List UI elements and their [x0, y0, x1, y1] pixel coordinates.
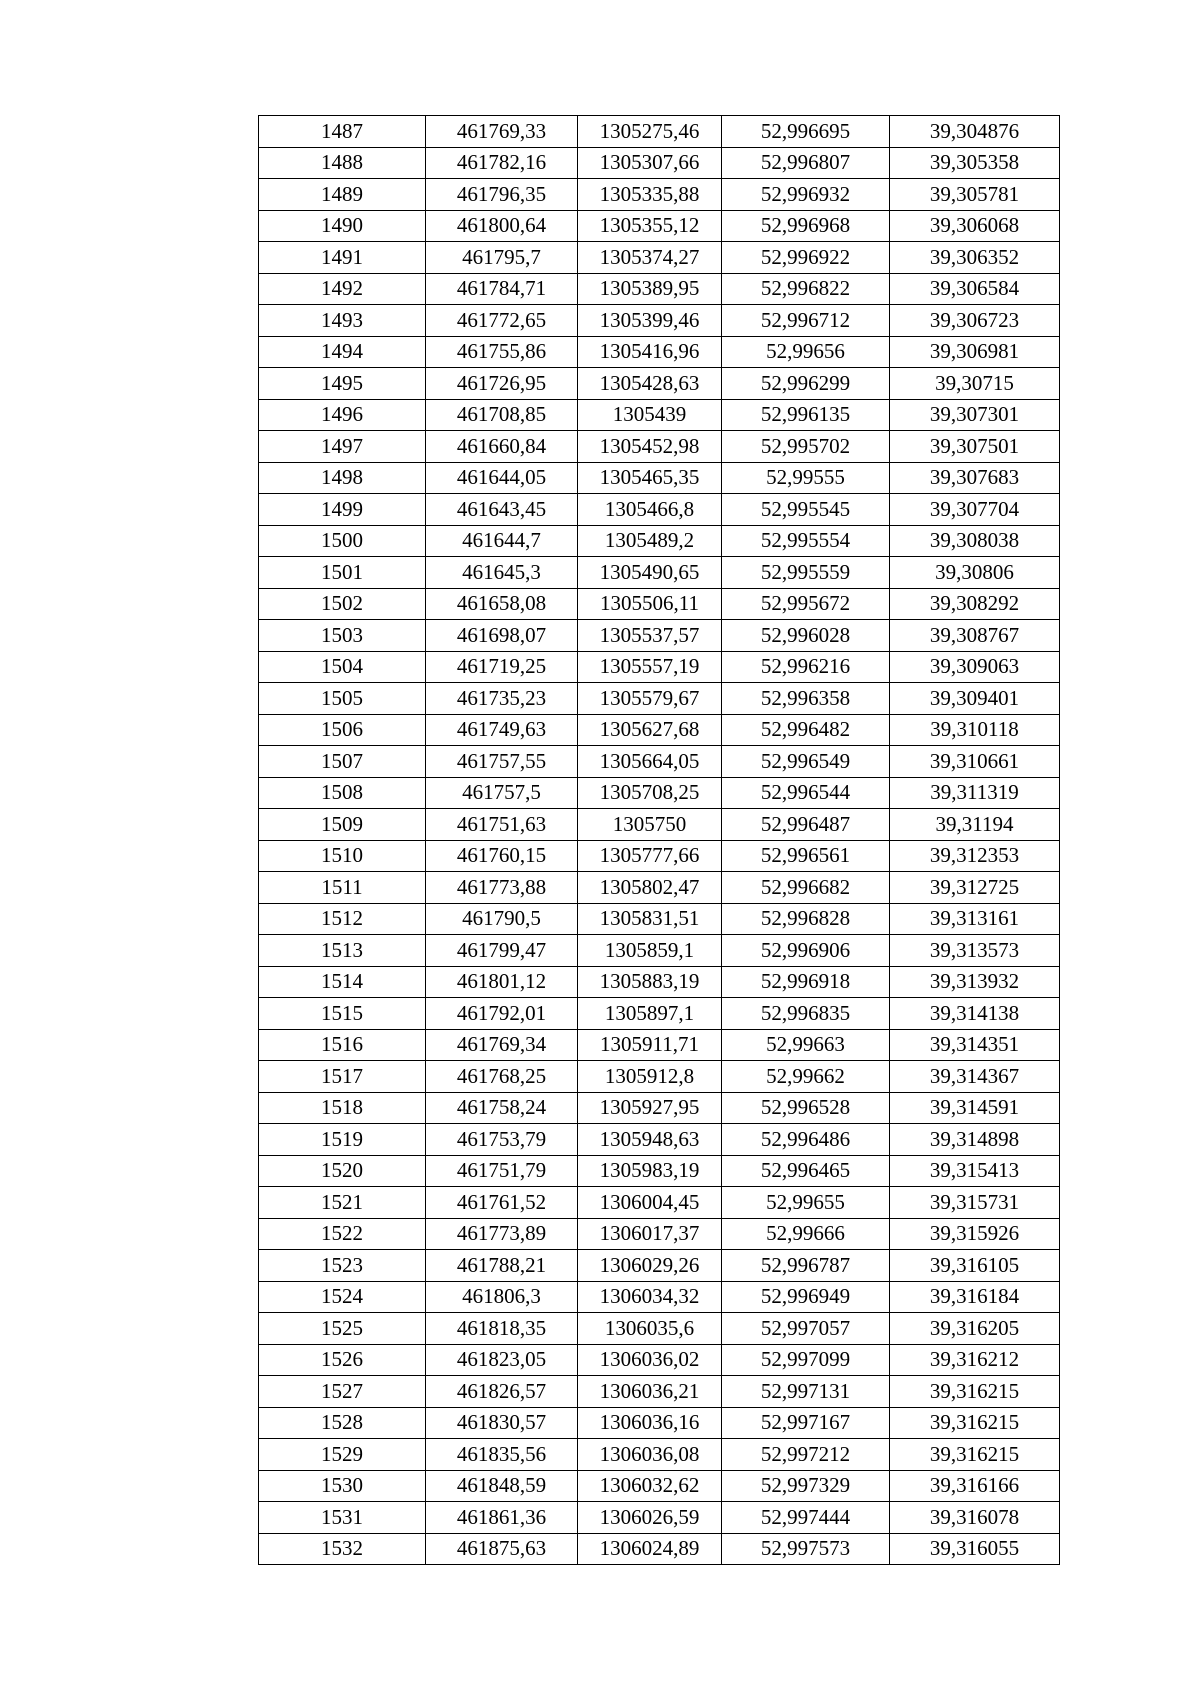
longitude-cell: 39,305358: [890, 147, 1060, 179]
longitude-cell: 39,309063: [890, 651, 1060, 683]
table-row: [259, 462, 1060, 494]
latitude-cell: 52,996549: [722, 746, 890, 778]
x-coordinate-cell: 461757,55: [426, 746, 578, 778]
point-number-cell: 1504: [259, 651, 426, 683]
longitude-cell: 39,315731: [890, 1187, 1060, 1219]
y-coordinate-cell: 1305439: [578, 399, 722, 431]
y-coordinate-cell: 1306036,08: [578, 1439, 722, 1471]
latitude-cell: 52,996949: [722, 1281, 890, 1313]
longitude-cell: 39,316166: [890, 1470, 1060, 1502]
longitude-cell: 39,314898: [890, 1124, 1060, 1156]
table-row: [259, 273, 1060, 305]
table-row: [259, 1376, 1060, 1408]
x-coordinate-cell: 461698,07: [426, 620, 578, 652]
x-coordinate-cell: 461823,05: [426, 1344, 578, 1376]
latitude-cell: 52,995554: [722, 525, 890, 557]
longitude-cell: 39,312353: [890, 840, 1060, 872]
table-row: [259, 1439, 1060, 1471]
x-coordinate-cell: 461782,16: [426, 147, 578, 179]
y-coordinate-cell: 1306032,62: [578, 1470, 722, 1502]
table-row: [259, 1124, 1060, 1156]
x-coordinate-cell: 461799,47: [426, 935, 578, 967]
x-coordinate-cell: 461818,35: [426, 1313, 578, 1345]
latitude-cell: 52,996922: [722, 242, 890, 274]
table-row: [259, 242, 1060, 274]
table-row: [259, 935, 1060, 967]
latitude-cell: 52,996486: [722, 1124, 890, 1156]
latitude-cell: 52,996561: [722, 840, 890, 872]
coordinates-table-body: [259, 116, 1060, 1565]
point-number-cell: 1499: [259, 494, 426, 526]
table-row: [259, 147, 1060, 179]
point-number-cell: 1503: [259, 620, 426, 652]
y-coordinate-cell: 1305428,63: [578, 368, 722, 400]
point-number-cell: 1491: [259, 242, 426, 274]
point-number-cell: 1506: [259, 714, 426, 746]
latitude-cell: 52,99655: [722, 1187, 890, 1219]
y-coordinate-cell: 1305927,95: [578, 1092, 722, 1124]
point-number-cell: 1532: [259, 1533, 426, 1565]
y-coordinate-cell: 1305897,1: [578, 998, 722, 1030]
table-row: [259, 683, 1060, 715]
longitude-cell: 39,308038: [890, 525, 1060, 557]
point-number-cell: 1526: [259, 1344, 426, 1376]
latitude-cell: 52,995559: [722, 557, 890, 589]
x-coordinate-cell: 461768,25: [426, 1061, 578, 1093]
y-coordinate-cell: 1305831,51: [578, 903, 722, 935]
x-coordinate-cell: 461761,52: [426, 1187, 578, 1219]
x-coordinate-cell: 461719,25: [426, 651, 578, 683]
table-row: [259, 336, 1060, 368]
longitude-cell: 39,305781: [890, 179, 1060, 211]
x-coordinate-cell: 461773,89: [426, 1218, 578, 1250]
table-row: [259, 1187, 1060, 1219]
table-row: [259, 431, 1060, 463]
latitude-cell: 52,996918: [722, 966, 890, 998]
x-coordinate-cell: 461875,63: [426, 1533, 578, 1565]
table-row: [259, 1533, 1060, 1565]
longitude-cell: 39,316205: [890, 1313, 1060, 1345]
longitude-cell: 39,316055: [890, 1533, 1060, 1565]
point-number-cell: 1518: [259, 1092, 426, 1124]
point-number-cell: 1525: [259, 1313, 426, 1345]
y-coordinate-cell: 1305537,57: [578, 620, 722, 652]
point-number-cell: 1517: [259, 1061, 426, 1093]
table-row: [259, 998, 1060, 1030]
point-number-cell: 1524: [259, 1281, 426, 1313]
point-number-cell: 1489: [259, 179, 426, 211]
y-coordinate-cell: 1306034,32: [578, 1281, 722, 1313]
table-row: [259, 1313, 1060, 1345]
x-coordinate-cell: 461758,24: [426, 1092, 578, 1124]
longitude-cell: 39,312725: [890, 872, 1060, 904]
y-coordinate-cell: 1305664,05: [578, 746, 722, 778]
point-number-cell: 1488: [259, 147, 426, 179]
coordinates-table: [258, 115, 1060, 1565]
table-row: [259, 1061, 1060, 1093]
y-coordinate-cell: 1305859,1: [578, 935, 722, 967]
x-coordinate-cell: 461788,21: [426, 1250, 578, 1282]
longitude-cell: 39,315926: [890, 1218, 1060, 1250]
y-coordinate-cell: 1305389,95: [578, 273, 722, 305]
point-number-cell: 1509: [259, 809, 426, 841]
longitude-cell: 39,314351: [890, 1029, 1060, 1061]
longitude-cell: 39,314367: [890, 1061, 1060, 1093]
latitude-cell: 52,996807: [722, 147, 890, 179]
x-coordinate-cell: 461644,7: [426, 525, 578, 557]
y-coordinate-cell: 1306036,16: [578, 1407, 722, 1439]
x-coordinate-cell: 461708,85: [426, 399, 578, 431]
table-row: [259, 1344, 1060, 1376]
x-coordinate-cell: 461757,5: [426, 777, 578, 809]
y-coordinate-cell: 1306004,45: [578, 1187, 722, 1219]
y-coordinate-cell: 1305579,67: [578, 683, 722, 715]
latitude-cell: 52,996528: [722, 1092, 890, 1124]
longitude-cell: 39,308767: [890, 620, 1060, 652]
longitude-cell: 39,307683: [890, 462, 1060, 494]
point-number-cell: 1529: [259, 1439, 426, 1471]
table-row: [259, 651, 1060, 683]
table-row: [259, 840, 1060, 872]
x-coordinate-cell: 461753,79: [426, 1124, 578, 1156]
y-coordinate-cell: 1305912,8: [578, 1061, 722, 1093]
longitude-cell: 39,309401: [890, 683, 1060, 715]
point-number-cell: 1505: [259, 683, 426, 715]
longitude-cell: 39,306068: [890, 210, 1060, 242]
longitude-cell: 39,316078: [890, 1502, 1060, 1534]
x-coordinate-cell: 461848,59: [426, 1470, 578, 1502]
latitude-cell: 52,995545: [722, 494, 890, 526]
longitude-cell: 39,304876: [890, 116, 1060, 148]
y-coordinate-cell: 1305416,96: [578, 336, 722, 368]
point-number-cell: 1487: [259, 116, 426, 148]
latitude-cell: 52,997444: [722, 1502, 890, 1534]
x-coordinate-cell: 461735,23: [426, 683, 578, 715]
y-coordinate-cell: 1305883,19: [578, 966, 722, 998]
table-row: [259, 179, 1060, 211]
table-row: [259, 525, 1060, 557]
point-number-cell: 1496: [259, 399, 426, 431]
y-coordinate-cell: 1306036,02: [578, 1344, 722, 1376]
longitude-cell: 39,306352: [890, 242, 1060, 274]
point-number-cell: 1523: [259, 1250, 426, 1282]
latitude-cell: 52,996482: [722, 714, 890, 746]
longitude-cell: 39,307301: [890, 399, 1060, 431]
y-coordinate-cell: 1305465,35: [578, 462, 722, 494]
x-coordinate-cell: 461784,71: [426, 273, 578, 305]
longitude-cell: 39,316215: [890, 1407, 1060, 1439]
longitude-cell: 39,313161: [890, 903, 1060, 935]
x-coordinate-cell: 461751,63: [426, 809, 578, 841]
point-number-cell: 1495: [259, 368, 426, 400]
y-coordinate-cell: 1305802,47: [578, 872, 722, 904]
latitude-cell: 52,997329: [722, 1470, 890, 1502]
longitude-cell: 39,316184: [890, 1281, 1060, 1313]
x-coordinate-cell: 461796,35: [426, 179, 578, 211]
y-coordinate-cell: 1305490,65: [578, 557, 722, 589]
longitude-cell: 39,314591: [890, 1092, 1060, 1124]
point-number-cell: 1527: [259, 1376, 426, 1408]
latitude-cell: 52,996135: [722, 399, 890, 431]
latitude-cell: 52,997167: [722, 1407, 890, 1439]
table-row: [259, 1470, 1060, 1502]
y-coordinate-cell: 1306024,89: [578, 1533, 722, 1565]
point-number-cell: 1508: [259, 777, 426, 809]
y-coordinate-cell: 1306029,26: [578, 1250, 722, 1282]
x-coordinate-cell: 461760,15: [426, 840, 578, 872]
y-coordinate-cell: 1305452,98: [578, 431, 722, 463]
x-coordinate-cell: 461800,64: [426, 210, 578, 242]
longitude-cell: 39,308292: [890, 588, 1060, 620]
table-row: [259, 494, 1060, 526]
table-row: [259, 399, 1060, 431]
longitude-cell: 39,316215: [890, 1376, 1060, 1408]
y-coordinate-cell: 1305489,2: [578, 525, 722, 557]
longitude-cell: 39,30806: [890, 557, 1060, 589]
point-number-cell: 1511: [259, 872, 426, 904]
x-coordinate-cell: 461795,7: [426, 242, 578, 274]
point-number-cell: 1522: [259, 1218, 426, 1250]
point-number-cell: 1494: [259, 336, 426, 368]
latitude-cell: 52,996932: [722, 179, 890, 211]
latitude-cell: 52,996787: [722, 1250, 890, 1282]
table-row: [259, 210, 1060, 242]
point-number-cell: 1510: [259, 840, 426, 872]
latitude-cell: 52,996465: [722, 1155, 890, 1187]
x-coordinate-cell: 461769,33: [426, 116, 578, 148]
longitude-cell: 39,314138: [890, 998, 1060, 1030]
longitude-cell: 39,316212: [890, 1344, 1060, 1376]
longitude-cell: 39,31194: [890, 809, 1060, 841]
table-row: [259, 746, 1060, 778]
latitude-cell: 52,995702: [722, 431, 890, 463]
latitude-cell: 52,996358: [722, 683, 890, 715]
x-coordinate-cell: 461749,63: [426, 714, 578, 746]
latitude-cell: 52,996828: [722, 903, 890, 935]
longitude-cell: 39,313573: [890, 935, 1060, 967]
point-number-cell: 1531: [259, 1502, 426, 1534]
point-number-cell: 1514: [259, 966, 426, 998]
x-coordinate-cell: 461645,3: [426, 557, 578, 589]
table-row: [259, 305, 1060, 337]
latitude-cell: 52,99666: [722, 1218, 890, 1250]
longitude-cell: 39,316215: [890, 1439, 1060, 1471]
point-number-cell: 1502: [259, 588, 426, 620]
y-coordinate-cell: 1305708,25: [578, 777, 722, 809]
y-coordinate-cell: 1305506,11: [578, 588, 722, 620]
x-coordinate-cell: 461769,34: [426, 1029, 578, 1061]
longitude-cell: 39,311319: [890, 777, 1060, 809]
x-coordinate-cell: 461792,01: [426, 998, 578, 1030]
table-row: [259, 966, 1060, 998]
y-coordinate-cell: 1305335,88: [578, 179, 722, 211]
table-row: [259, 872, 1060, 904]
longitude-cell: 39,307501: [890, 431, 1060, 463]
longitude-cell: 39,313932: [890, 966, 1060, 998]
point-number-cell: 1501: [259, 557, 426, 589]
point-number-cell: 1520: [259, 1155, 426, 1187]
y-coordinate-cell: 1305307,66: [578, 147, 722, 179]
x-coordinate-cell: 461790,5: [426, 903, 578, 935]
table-row: [259, 620, 1060, 652]
latitude-cell: 52,996487: [722, 809, 890, 841]
y-coordinate-cell: 1305557,19: [578, 651, 722, 683]
latitude-cell: 52,996822: [722, 273, 890, 305]
x-coordinate-cell: 461830,57: [426, 1407, 578, 1439]
y-coordinate-cell: 1306026,59: [578, 1502, 722, 1534]
latitude-cell: 52,996544: [722, 777, 890, 809]
longitude-cell: 39,310661: [890, 746, 1060, 778]
latitude-cell: 52,996712: [722, 305, 890, 337]
point-number-cell: 1490: [259, 210, 426, 242]
latitude-cell: 52,996299: [722, 368, 890, 400]
x-coordinate-cell: 461801,12: [426, 966, 578, 998]
table-row: [259, 809, 1060, 841]
y-coordinate-cell: 1305948,63: [578, 1124, 722, 1156]
table-row: [259, 714, 1060, 746]
latitude-cell: 52,997057: [722, 1313, 890, 1345]
point-number-cell: 1498: [259, 462, 426, 494]
longitude-cell: 39,306981: [890, 336, 1060, 368]
x-coordinate-cell: 461861,36: [426, 1502, 578, 1534]
table-row: [259, 557, 1060, 589]
point-number-cell: 1492: [259, 273, 426, 305]
x-coordinate-cell: 461751,79: [426, 1155, 578, 1187]
point-number-cell: 1521: [259, 1187, 426, 1219]
y-coordinate-cell: 1306036,21: [578, 1376, 722, 1408]
y-coordinate-cell: 1305275,46: [578, 116, 722, 148]
table-row: [259, 1155, 1060, 1187]
table-row: [259, 116, 1060, 148]
point-number-cell: 1519: [259, 1124, 426, 1156]
point-number-cell: 1513: [259, 935, 426, 967]
latitude-cell: 52,99663: [722, 1029, 890, 1061]
longitude-cell: 39,315413: [890, 1155, 1060, 1187]
point-number-cell: 1515: [259, 998, 426, 1030]
latitude-cell: 52,997099: [722, 1344, 890, 1376]
latitude-cell: 52,996835: [722, 998, 890, 1030]
y-coordinate-cell: 1305627,68: [578, 714, 722, 746]
latitude-cell: 52,99555: [722, 462, 890, 494]
latitude-cell: 52,99656: [722, 336, 890, 368]
table-row: [259, 588, 1060, 620]
point-number-cell: 1528: [259, 1407, 426, 1439]
longitude-cell: 39,307704: [890, 494, 1060, 526]
point-number-cell: 1530: [259, 1470, 426, 1502]
longitude-cell: 39,30715: [890, 368, 1060, 400]
x-coordinate-cell: 461643,45: [426, 494, 578, 526]
table-row: [259, 1092, 1060, 1124]
point-number-cell: 1493: [259, 305, 426, 337]
longitude-cell: 39,306723: [890, 305, 1060, 337]
latitude-cell: 52,99662: [722, 1061, 890, 1093]
longitude-cell: 39,306584: [890, 273, 1060, 305]
latitude-cell: 52,996216: [722, 651, 890, 683]
x-coordinate-cell: 461826,57: [426, 1376, 578, 1408]
table-row: [259, 1407, 1060, 1439]
y-coordinate-cell: 1305777,66: [578, 840, 722, 872]
y-coordinate-cell: 1305750: [578, 809, 722, 841]
y-coordinate-cell: 1305911,71: [578, 1029, 722, 1061]
longitude-cell: 39,310118: [890, 714, 1060, 746]
x-coordinate-cell: 461773,88: [426, 872, 578, 904]
y-coordinate-cell: 1305374,27: [578, 242, 722, 274]
y-coordinate-cell: 1306035,6: [578, 1313, 722, 1345]
x-coordinate-cell: 461806,3: [426, 1281, 578, 1313]
point-number-cell: 1507: [259, 746, 426, 778]
x-coordinate-cell: 461835,56: [426, 1439, 578, 1471]
y-coordinate-cell: 1305399,46: [578, 305, 722, 337]
latitude-cell: 52,996695: [722, 116, 890, 148]
x-coordinate-cell: 461772,65: [426, 305, 578, 337]
y-coordinate-cell: 1305355,12: [578, 210, 722, 242]
latitude-cell: 52,996968: [722, 210, 890, 242]
x-coordinate-cell: 461660,84: [426, 431, 578, 463]
latitude-cell: 52,996906: [722, 935, 890, 967]
table-row: [259, 777, 1060, 809]
latitude-cell: 52,996028: [722, 620, 890, 652]
latitude-cell: 52,997573: [722, 1533, 890, 1565]
latitude-cell: 52,996682: [722, 872, 890, 904]
y-coordinate-cell: 1306017,37: [578, 1218, 722, 1250]
table-row: [259, 1281, 1060, 1313]
point-number-cell: 1512: [259, 903, 426, 935]
table-row: [259, 903, 1060, 935]
x-coordinate-cell: 461658,08: [426, 588, 578, 620]
latitude-cell: 52,997131: [722, 1376, 890, 1408]
latitude-cell: 52,995672: [722, 588, 890, 620]
latitude-cell: 52,997212: [722, 1439, 890, 1471]
point-number-cell: 1497: [259, 431, 426, 463]
table-row: [259, 1502, 1060, 1534]
table-row: [259, 1218, 1060, 1250]
table-row: [259, 1250, 1060, 1282]
table-row: [259, 1029, 1060, 1061]
longitude-cell: 39,316105: [890, 1250, 1060, 1282]
y-coordinate-cell: 1305983,19: [578, 1155, 722, 1187]
table-row: [259, 368, 1060, 400]
x-coordinate-cell: 461726,95: [426, 368, 578, 400]
point-number-cell: 1500: [259, 525, 426, 557]
x-coordinate-cell: 461755,86: [426, 336, 578, 368]
x-coordinate-cell: 461644,05: [426, 462, 578, 494]
point-number-cell: 1516: [259, 1029, 426, 1061]
y-coordinate-cell: 1305466,8: [578, 494, 722, 526]
